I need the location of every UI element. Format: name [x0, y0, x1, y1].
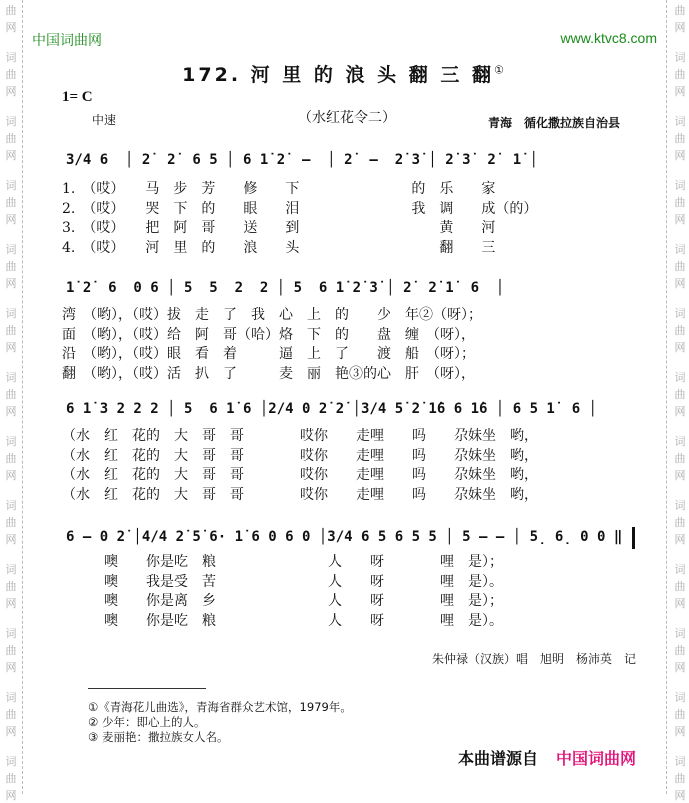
watermark-char: 网: [674, 405, 686, 418]
watermark-char: 曲: [5, 196, 17, 209]
watermark-char: 曲: [5, 260, 17, 273]
watermark-char: 网: [5, 469, 17, 482]
watermark-char: 词: [674, 435, 686, 448]
watermark-char: 曲: [674, 260, 686, 273]
watermark-char: 网: [5, 149, 17, 162]
source-site-link[interactable]: 中国词曲网: [556, 749, 637, 768]
notation-line: 6 – 0 2̇ │4/4 2̇ 5̇ 6· 1̇ 6 0 6 0 │3/4 6 5 6 5 5 │ 5 – – │ 5̣ 6̣ 0 0 ‖: [66, 529, 623, 545]
watermark-char: 词: [674, 179, 686, 192]
watermark-char: 曲: [5, 132, 17, 145]
site-brand[interactable]: 中国词曲网: [32, 33, 102, 49]
site-url[interactable]: www.ktvc8.com: [560, 30, 657, 46]
watermark-char: 曲: [674, 580, 686, 593]
watermark-char: 词: [674, 563, 686, 576]
watermark-char: 词: [5, 115, 17, 128]
watermark-char: 曲: [5, 68, 17, 81]
watermark-char: 网: [5, 341, 17, 354]
watermark-char: 网: [674, 213, 686, 226]
lyric-line: 面 （哟），（哎）给 阿 哥（哈）烙 下 的 盘 缠 （呀），: [62, 326, 475, 343]
watermark-char: 曲: [5, 324, 17, 337]
watermark-char: 网: [674, 85, 686, 98]
watermark-char: 网: [674, 149, 686, 162]
lyric-line: 4. （哎） 河 里 的 浪 头 翻 三: [62, 239, 496, 256]
watermark-char: 词: [674, 307, 686, 320]
key-signature: 1= C: [62, 89, 93, 105]
notation-line: 1̇ 2̇ 6 0 6 │ 5 5 2 2 │ 5 6 1̇ 2̇ 3̇ │ 2̇ 2̇ 1̇ 6 │: [66, 280, 505, 296]
watermark-char: 词: [674, 691, 686, 704]
notation-line: 6 1̇ 3 2 2 2 │ 5 6 1̇ 6 │2/4 0 2̇ 2̇ │3/4 5̇ 2̇ 1̇6 6 1̇6 │ 6 5 1̇ 6 │: [66, 401, 598, 417]
lyric-line: 噢 你是吃 粮 人 呀 哩 是）；: [62, 554, 503, 570]
watermark-char: 词: [674, 755, 686, 768]
footnote-2: ② 少年：即心上的人。: [88, 715, 206, 729]
watermark-char: 词: [5, 243, 17, 256]
watermark-char: 曲: [674, 644, 686, 657]
watermark-char: 网: [5, 533, 17, 546]
watermark-char: 曲: [5, 772, 17, 785]
watermark-char: 曲: [674, 324, 686, 337]
lyric-line: 噢 你是离 乡 人 呀 哩 是）；: [62, 593, 503, 609]
watermark-char: 词: [5, 627, 17, 640]
right-watermark-strip: [666, 0, 689, 802]
watermark-char: 网: [674, 21, 686, 34]
watermark-char: 词: [5, 691, 17, 704]
watermark-char: 词: [674, 627, 686, 640]
final-barline: [632, 527, 635, 549]
watermark-char: [673, 0, 687, 1]
tune-name: （水红花令二）: [298, 110, 396, 126]
watermark-char: 网: [5, 661, 17, 674]
watermark-char: 网: [5, 789, 17, 802]
watermark-char: 词: [5, 755, 17, 768]
lyric-line: （水 红 花的 大 哥 哥 哎你 走哩 吗 尕妹坐 哟，: [62, 486, 538, 503]
tempo-marking: 中速: [92, 113, 117, 127]
lyric-line: 1. （哎） 马 步 芳 修 下 的 乐 家: [62, 181, 496, 197]
watermark-char: 曲: [5, 708, 17, 721]
song-title: [0, 60, 689, 87]
lyric-line: 3. （哎） 把 阿 哥 送 到 黄 河: [62, 220, 496, 236]
watermark-char: 词: [5, 563, 17, 576]
watermark-char: 词: [5, 435, 17, 448]
watermark-char: 曲: [674, 4, 686, 17]
watermark-char: 曲: [674, 132, 686, 145]
watermark-char: 曲: [5, 452, 17, 465]
watermark-char: 网: [5, 405, 17, 418]
watermark-char: 网: [674, 725, 686, 738]
lyric-line: （水 红 花的 大 哥 哥 哎你 走哩 吗 尕妹坐 哟，: [62, 467, 538, 483]
title-footnote-mark: ①: [493, 63, 507, 77]
watermark-char: 网: [674, 789, 686, 802]
watermark-char: 网: [674, 533, 686, 546]
watermark-char: 曲: [674, 196, 686, 209]
source-notice: [458, 746, 636, 769]
watermark-char: 词: [5, 51, 17, 64]
footnote-3: ③ 麦丽艳：撒拉族女人名。: [88, 730, 229, 744]
lyric-line: （水 红 花的 大 哥 哥 哎你 走哩 吗 尕妹坐 哟，: [62, 447, 538, 464]
watermark-char: 网: [674, 341, 686, 354]
watermark-char: 网: [674, 469, 686, 482]
watermark-char: 曲: [674, 516, 686, 529]
lyric-line: （水 红 花的 大 哥 哥 哎你 走哩 吗 尕妹坐 哟，: [62, 428, 538, 444]
watermark-char: 词: [5, 179, 17, 192]
watermark-char: [4, 0, 18, 1]
watermark-char: 词: [5, 371, 17, 384]
watermark-char: 曲: [5, 516, 17, 529]
watermark-char: 网: [5, 21, 17, 34]
watermark-char: 词: [5, 499, 17, 512]
watermark-char: 曲: [5, 580, 17, 593]
watermark-char: 词: [674, 371, 686, 384]
watermark-char: 网: [5, 725, 17, 738]
watermark-char: 词: [674, 51, 686, 64]
notation-line: 3/4 6 │ 2̇ 2̇ 6 5 │ 6 1̇ 2̇ – │ 2̇ – 2̇ 3̇ │ 2̇ 3̇ 2̇ 1̇ │: [66, 152, 539, 168]
watermark-char: 网: [5, 85, 17, 98]
watermark-char: 网: [674, 597, 686, 610]
left-watermark-strip: [0, 0, 23, 802]
watermark-char: 曲: [674, 388, 686, 401]
watermark-char: 曲: [5, 644, 17, 657]
source-label: 本曲谱源自: [458, 749, 539, 768]
watermark-char: 网: [5, 213, 17, 226]
watermark-char: 网: [5, 597, 17, 610]
lyric-line: 翻 （哟），（哎）活 扒 了 麦 丽 艳③的心 肝 （呀），: [62, 365, 475, 382]
watermark-char: 词: [674, 115, 686, 128]
watermark-char: 曲: [674, 68, 686, 81]
watermark-char: 曲: [674, 452, 686, 465]
watermark-char: 词: [5, 307, 17, 320]
lyric-line: 噢 你是吃 粮 人 呀 哩 是）。: [62, 612, 503, 629]
title-text: 172. 河 里 的 浪 头 翻 三 翻: [182, 64, 494, 86]
watermark-char: 词: [674, 243, 686, 256]
watermark-char: 网: [674, 661, 686, 674]
footnote-1: ①《青海花儿曲选》，青海省群众艺术馆，1979年。: [88, 700, 352, 714]
watermark-char: 网: [674, 277, 686, 290]
lyric-line: 沿 （哟），（哎）眼 看 着 逼 上 了 渡 船 （呀）；: [62, 346, 475, 362]
lyric-line: 2. （哎） 哭 下 的 眼 泪 我 调 成（的）: [62, 200, 538, 217]
lyric-line: 噢 我是受 苦 人 呀 哩 是）。: [62, 573, 503, 590]
watermark-char: 曲: [674, 772, 686, 785]
footnote-rule: [88, 688, 206, 689]
watermark-char: 曲: [5, 388, 17, 401]
watermark-char: 词: [674, 499, 686, 512]
region-label: 青海 循化撒拉族自治县: [488, 116, 621, 130]
watermark-char: 网: [5, 277, 17, 290]
watermark-char: 曲: [674, 708, 686, 721]
credits: 朱仲禄（汉族）唱 旭明 杨沛英 记: [432, 652, 637, 666]
lyric-line: 湾 （哟），（哎）拔 走 了 我 心 上 的 少 年②（呀）；: [62, 307, 482, 323]
watermark-char: 曲: [5, 4, 17, 17]
